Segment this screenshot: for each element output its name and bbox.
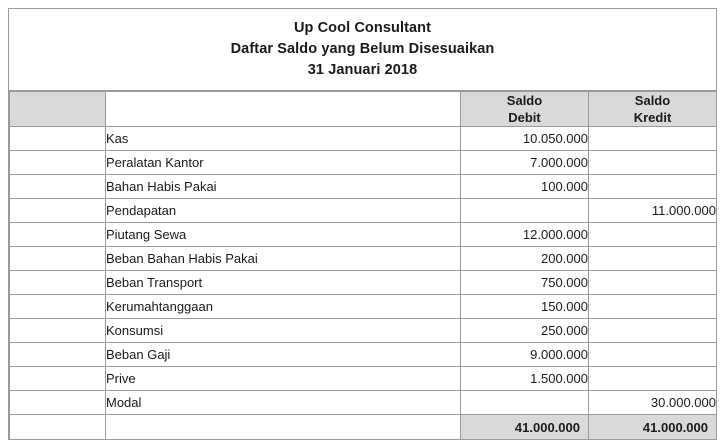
- account-name: Kas: [106, 127, 461, 151]
- table-row: [10, 391, 717, 415]
- account-name: Prive: [106, 367, 461, 391]
- row-lead-cell: [10, 223, 106, 247]
- credit-amount: [589, 367, 717, 391]
- trial-balance-table: [9, 91, 717, 440]
- row-lead-cell: [10, 199, 106, 223]
- trial-balance-document: [8, 8, 717, 440]
- account-name: Beban Transport: [106, 271, 461, 295]
- account-name: Beban Bahan Habis Pakai: [106, 247, 461, 271]
- credit-amount: [589, 319, 717, 343]
- row-lead-cell: [10, 367, 106, 391]
- credit-amount: [589, 271, 717, 295]
- table-body: [10, 127, 717, 440]
- credit-amount: [589, 223, 717, 247]
- title-line-company: Up Cool Consultant: [293, 20, 432, 36]
- column-header-credit: [589, 92, 717, 127]
- document-title-block: [9, 9, 716, 91]
- debit-amount: 10.050.000: [461, 127, 589, 151]
- column-header-lead: [10, 92, 106, 127]
- totals-credit: 41.000.000: [589, 415, 717, 440]
- row-lead-cell: [10, 247, 106, 271]
- credit-amount: 30.000.000: [589, 391, 717, 415]
- debit-amount: 250.000: [461, 319, 589, 343]
- title-line-date: 31 Januari 2018: [307, 62, 418, 78]
- credit-amount: [589, 295, 717, 319]
- column-header-account: [106, 92, 461, 127]
- account-name: Kerumahtanggaan: [106, 295, 461, 319]
- row-lead-cell: [10, 343, 106, 367]
- totals-lead-cell: [10, 415, 106, 440]
- debit-amount: 12.000.000: [461, 223, 589, 247]
- row-lead-cell: [10, 175, 106, 199]
- debit-amount: [461, 391, 589, 415]
- debit-amount: [461, 199, 589, 223]
- row-lead-cell: [10, 271, 106, 295]
- row-lead-cell: [10, 151, 106, 175]
- row-lead-cell: [10, 127, 106, 151]
- column-header-debit-line2: Debit: [508, 110, 541, 125]
- table-row: [10, 199, 717, 223]
- account-name: Konsumsi: [106, 319, 461, 343]
- column-header-credit-line1: Saldo: [634, 93, 671, 108]
- table-header-row: [10, 92, 717, 127]
- table-row: [10, 343, 717, 367]
- table-row: [10, 127, 717, 151]
- credit-amount: [589, 247, 717, 271]
- credit-amount: [589, 343, 717, 367]
- table-row: [10, 247, 717, 271]
- credit-amount: [589, 151, 717, 175]
- debit-amount: 750.000: [461, 271, 589, 295]
- credit-amount: [589, 175, 717, 199]
- table-row: [10, 151, 717, 175]
- credit-amount: [589, 127, 717, 151]
- column-header-debit: [461, 92, 589, 127]
- title-line-subtitle: Daftar Saldo yang Belum Disesuaikan: [230, 41, 495, 57]
- account-name: Piutang Sewa: [106, 223, 461, 247]
- table-row: [10, 271, 717, 295]
- account-name: Beban Gaji: [106, 343, 461, 367]
- row-lead-cell: [10, 391, 106, 415]
- table-row: [10, 295, 717, 319]
- totals-row: [10, 415, 717, 440]
- account-name: Bahan Habis Pakai: [106, 175, 461, 199]
- credit-amount: 11.000.000: [589, 199, 717, 223]
- row-lead-cell: [10, 319, 106, 343]
- debit-amount: 1.500.000: [461, 367, 589, 391]
- table-row: [10, 319, 717, 343]
- table-row: [10, 175, 717, 199]
- debit-amount: 7.000.000: [461, 151, 589, 175]
- table-row: [10, 223, 717, 247]
- account-name: Pendapatan: [106, 199, 461, 223]
- debit-amount: 100.000: [461, 175, 589, 199]
- column-header-debit-line1: Saldo: [506, 93, 543, 108]
- debit-amount: 9.000.000: [461, 343, 589, 367]
- account-name: Modal: [106, 391, 461, 415]
- debit-amount: 200.000: [461, 247, 589, 271]
- debit-amount: 150.000: [461, 295, 589, 319]
- account-name: Peralatan Kantor: [106, 151, 461, 175]
- column-header-credit-line2: Kredit: [633, 110, 672, 125]
- totals-debit: 41.000.000: [461, 415, 589, 440]
- row-lead-cell: [10, 295, 106, 319]
- table-row: [10, 367, 717, 391]
- totals-label: [106, 415, 461, 440]
